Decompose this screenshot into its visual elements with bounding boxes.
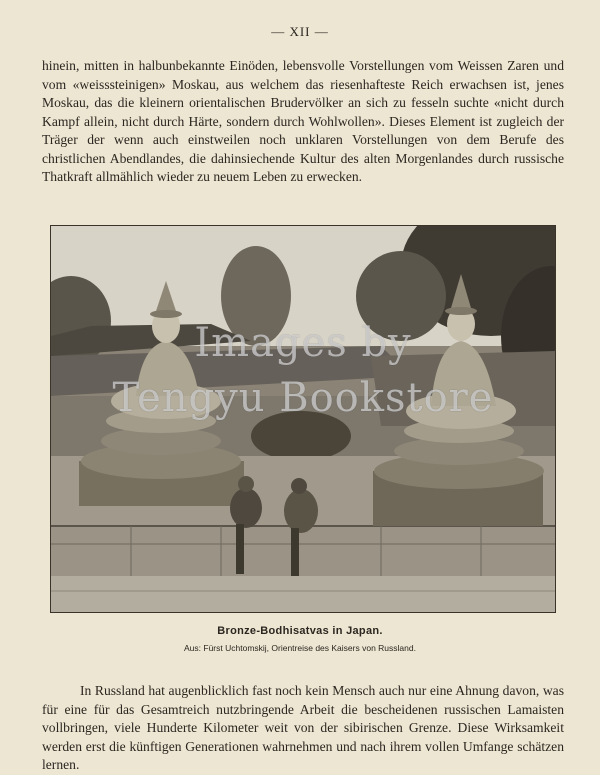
figure-caption-title: Bronze-Bodhisatvas in Japan. [217,625,383,637]
paragraph-top: hinein, mitten in halbunbekannte Einöden, lebensvolle Vorstellungen vom Weissen Zaren und vom «weisssteinigen» Moskau, aus welchem das riesenhafteste Reich erwachsen ist, jenes Moskau, das die kleinern orientalischen Brudervölker an sich zu fesseln suchte «nicht durch Kampf allein, nicht durch Härte, sondern durch Wohlwollen». Dieses Element ist zugleich der Träger der wenn auch einstweilen noch unklaren Vorstellungen von dem Berufe des christlichen Abendlandes, die dahinsiechende Kultur des alten Morgenlandes durch russische Thatkraft allmählich wieder zu neuem Leben zu erwecken. [42,58,564,184]
figure-photo-bodhisattvas [50,225,556,613]
watermark-line-1: Images by [194,320,412,366]
page-number: — XII — [271,24,329,39]
paragraph-bottom: In Russland hat augenblicklich fast noch kein Mensch auch nur eine Ahnung davon, was für eine für das Gesamtreich nutzbringende Arbeit die bescheidenen russischen Lamaisten vollbringen, viele Hunderte Kilometer weit von der sibirischen Grenze. Diese Wirksamkeit werden erst die künftigen Generationen wahrnehmen und nach ihrem vollen Umfange schätzen lernen. [42,683,564,772]
figure-caption-source: Aus: Fürst Uchtomskij, Orientreise des Kaisers von Russland. [184,643,416,653]
engraving-illustration [51,226,556,613]
watermark-line-2: Tengyu Bookstore [112,375,494,421]
